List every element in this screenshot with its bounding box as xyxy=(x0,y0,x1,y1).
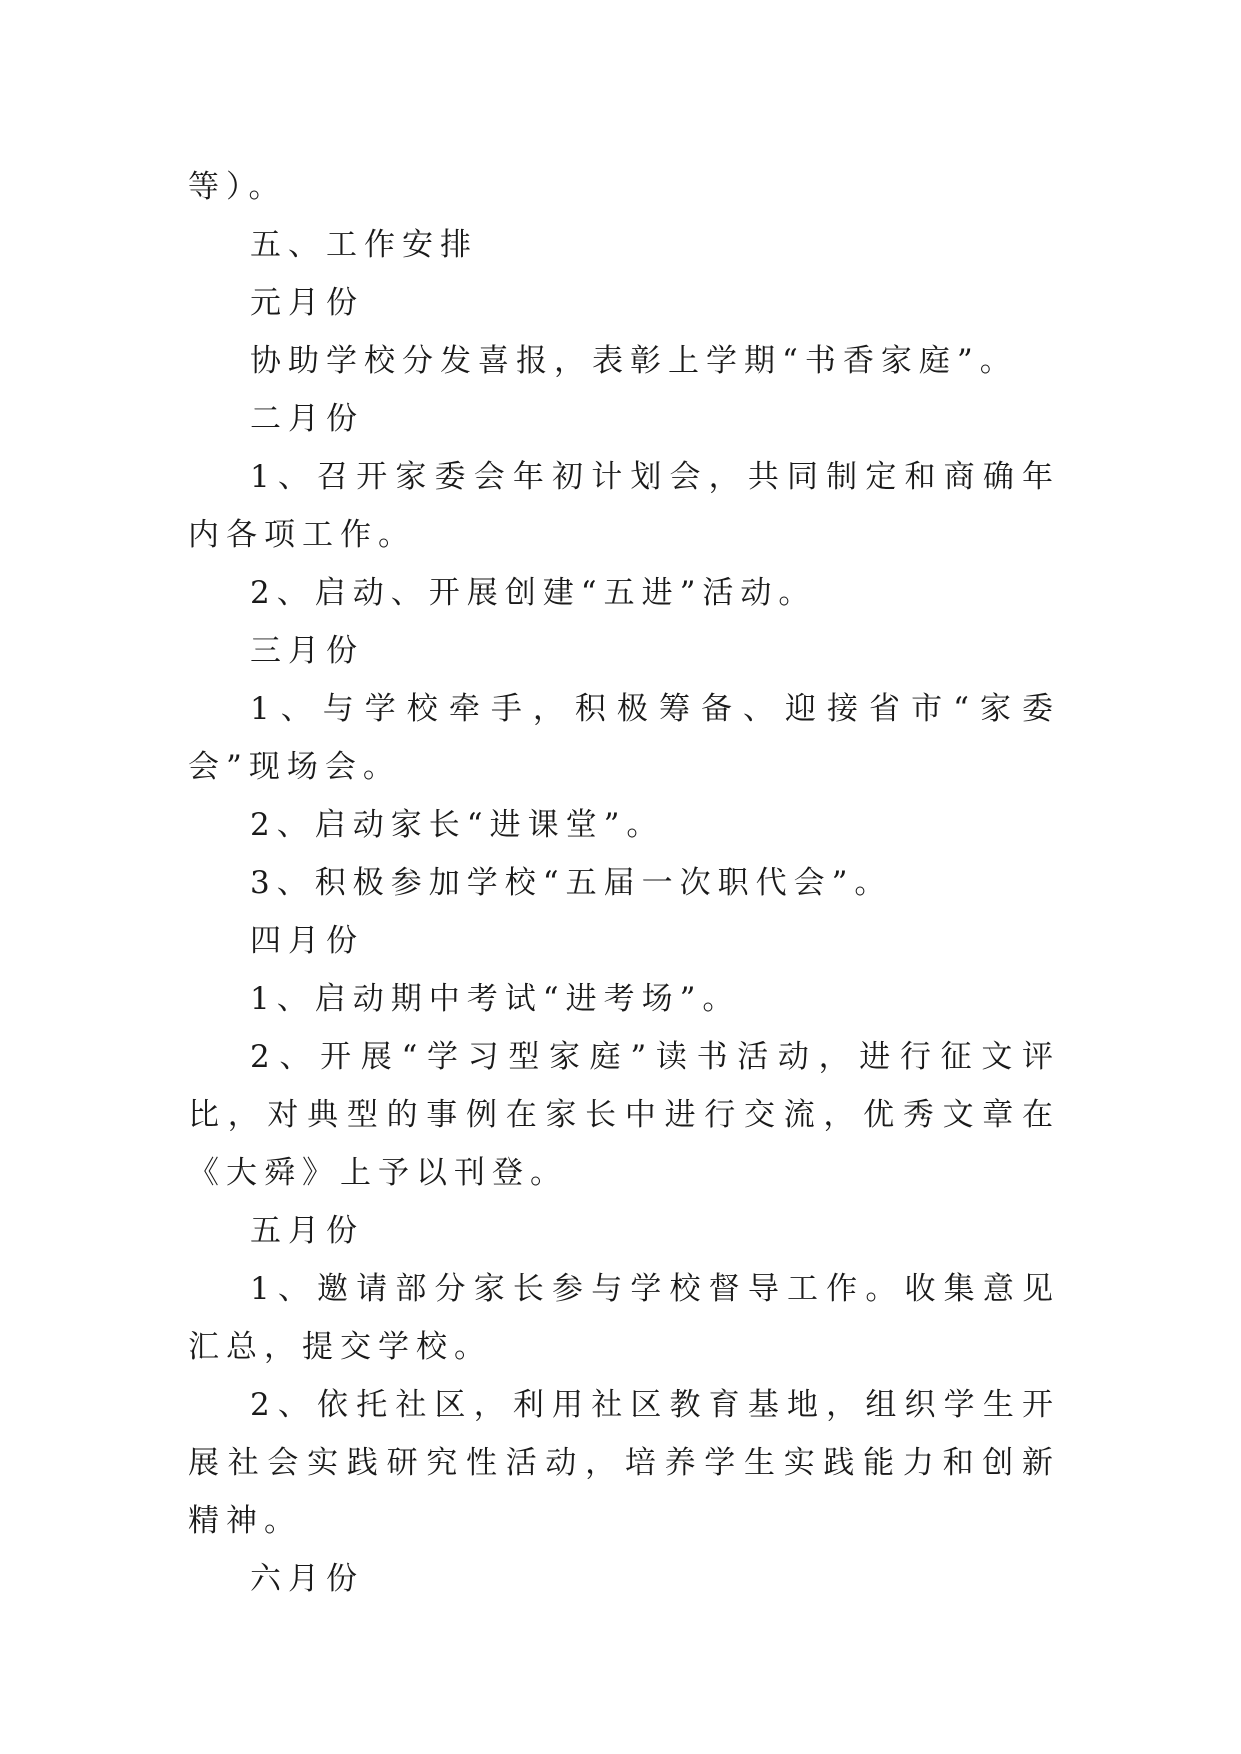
list-item: 2、启动家长“进课堂”。 xyxy=(250,807,665,843)
list-item: 1、召开家委会年初计划会，共同制定和商确年内各项工作。 xyxy=(188,459,1060,553)
list-item: 1、与学校牵手，积极筹备、迎接省市“家委会”现场会。 xyxy=(188,691,1060,785)
month-heading: 六月份 xyxy=(250,1561,364,1597)
month-heading: 四月份 xyxy=(250,923,364,959)
list-item: 2、依托社区，利用社区教育基地，组织学生开展社会实践研究性活动，培养学生实践能力和创新精神。 xyxy=(188,1387,1060,1539)
list-item: 1、启动期中考试“进考场”。 xyxy=(250,981,741,1017)
document-body xyxy=(188,158,1060,1608)
month-heading: 元月份 xyxy=(250,285,364,321)
list-item: 1、邀请部分家长参与学校督导工作。收集意见汇总，提交学校。 xyxy=(188,1271,1060,1365)
month-heading: 三月份 xyxy=(250,633,364,669)
paragraph: 等）。 xyxy=(188,169,287,205)
paragraph: 协助学校分发喜报，表彰上学期“书香家庭”。 xyxy=(250,343,1018,379)
list-item: 3、积极参加学校“五届一次职代会”。 xyxy=(250,865,893,901)
section-heading: 五、工作安排 xyxy=(250,227,478,263)
month-heading: 五月份 xyxy=(250,1213,364,1249)
month-heading: 二月份 xyxy=(250,401,364,437)
list-item: 2、开展“学习型家庭”读书活动，进行征文评比，对典型的事例在家长中进行交流，优秀文章在《大舜》上予以刊登。 xyxy=(188,1039,1060,1191)
list-item: 2、启动、开展创建“五进”活动。 xyxy=(250,575,817,611)
